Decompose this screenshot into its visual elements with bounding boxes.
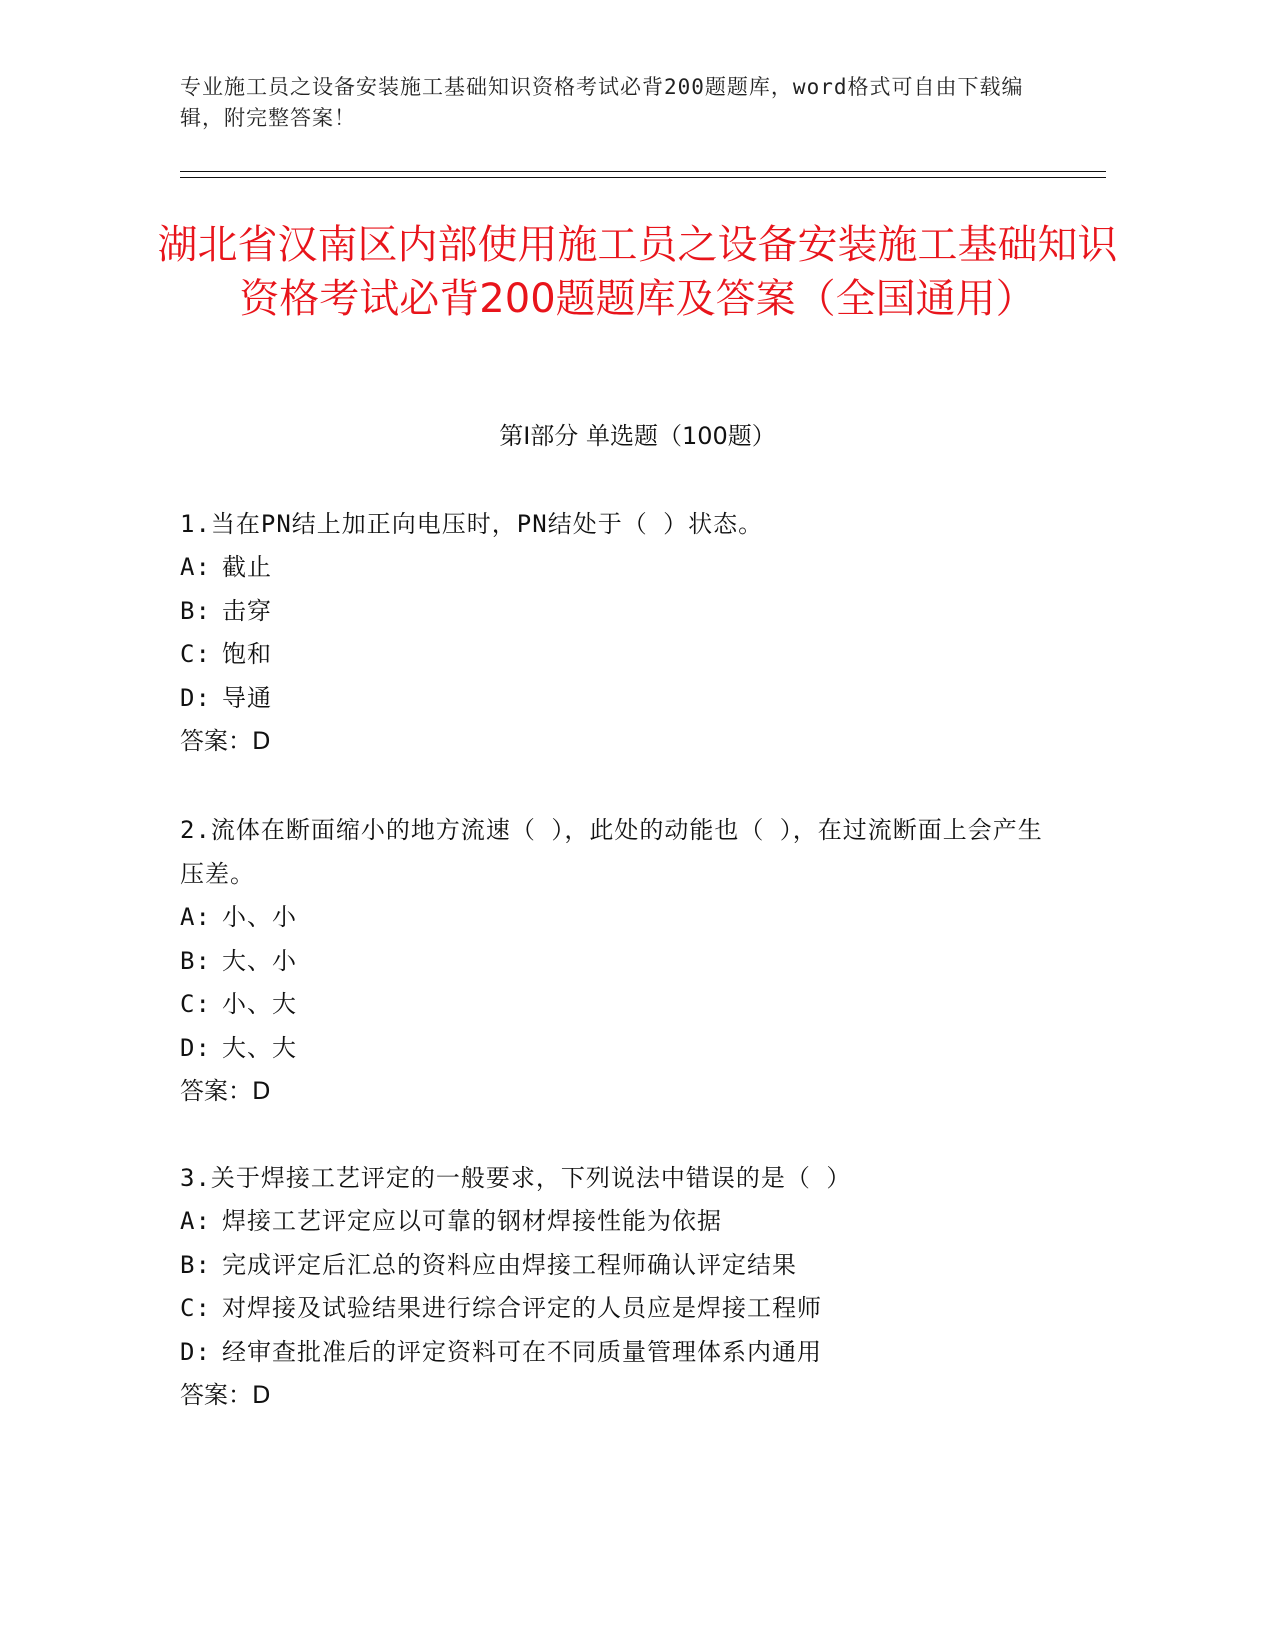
answer: 答案：D xyxy=(180,727,271,755)
option-key: B: xyxy=(180,1250,211,1279)
option-text: 大、大 xyxy=(222,1033,297,1062)
option-key: A: xyxy=(180,903,211,931)
option-text: 焊接工艺评定应以可靠的钢材焊接性能为依据 xyxy=(222,1207,722,1235)
document-title: 湖北省汉南区内部使用施工员之设备安装施工基础知识资格考试必背200题题库及答案（全国通用） xyxy=(157,222,1118,322)
question-text: 3.关于焊接工艺评定的一般要求，下列说法中错误的是（ ） xyxy=(180,1164,852,1192)
header-note: 专业施工员之设备安装施工基础知识资格考试必背200题题库，word格式可自由下载编辑，附完整答案！ xyxy=(180,75,1024,130)
answer: 答案：D xyxy=(180,1077,271,1105)
option-key: A: xyxy=(180,553,211,581)
option-key: A: xyxy=(180,1207,211,1235)
option-b xyxy=(180,1244,1060,1288)
header-divider-top xyxy=(180,171,1106,172)
option-text: 经审查批准后的评定资料可在不同质量管理体系内通用 xyxy=(222,1337,822,1366)
option-key: B: xyxy=(180,946,211,975)
option-key: C: xyxy=(180,990,211,1018)
question-2 xyxy=(180,808,1060,1114)
option-key: B: xyxy=(180,596,211,625)
option-d xyxy=(180,1331,1060,1375)
question-text: 2.流体在断面缩小的地方流速（ ），此处的动能也（ ），在过流断面上会产生压差。 xyxy=(180,816,1043,888)
option-key: C: xyxy=(180,640,211,668)
option-a xyxy=(180,896,1060,940)
option-key: C: xyxy=(180,1294,211,1322)
option-text: 小、大 xyxy=(222,990,297,1018)
header-divider-bottom xyxy=(180,177,1106,178)
section-heading: 第Ⅰ部分 单选题（100题） xyxy=(499,422,776,450)
answer: 答案：D xyxy=(180,1381,271,1409)
question-text: 1.当在PN结上加正向电压时，PN结处于（ ）状态。 xyxy=(180,510,764,538)
option-key: D: xyxy=(180,683,211,712)
option-text: 大、小 xyxy=(222,946,297,975)
option-d xyxy=(180,1027,1060,1071)
option-text: 小、小 xyxy=(222,903,297,931)
option-c xyxy=(180,633,1060,677)
option-a xyxy=(180,546,1060,590)
option-b xyxy=(180,940,1060,984)
option-key: D: xyxy=(180,1033,211,1062)
option-b xyxy=(180,590,1060,634)
question-3 xyxy=(180,1156,1060,1418)
option-text: 击穿 xyxy=(222,596,272,625)
option-text: 对焊接及试验结果进行综合评定的人员应是焊接工程师 xyxy=(222,1294,822,1322)
option-c xyxy=(180,983,1060,1027)
option-text: 完成评定后汇总的资料应由焊接工程师确认评定结果 xyxy=(222,1250,797,1279)
option-d xyxy=(180,677,1060,721)
option-text: 饱和 xyxy=(222,640,272,668)
option-key: D: xyxy=(180,1337,211,1366)
option-text: 导通 xyxy=(222,683,272,712)
option-text: 截止 xyxy=(222,553,272,581)
option-c xyxy=(180,1287,1060,1331)
question-1 xyxy=(180,502,1060,764)
option-a xyxy=(180,1200,1060,1244)
